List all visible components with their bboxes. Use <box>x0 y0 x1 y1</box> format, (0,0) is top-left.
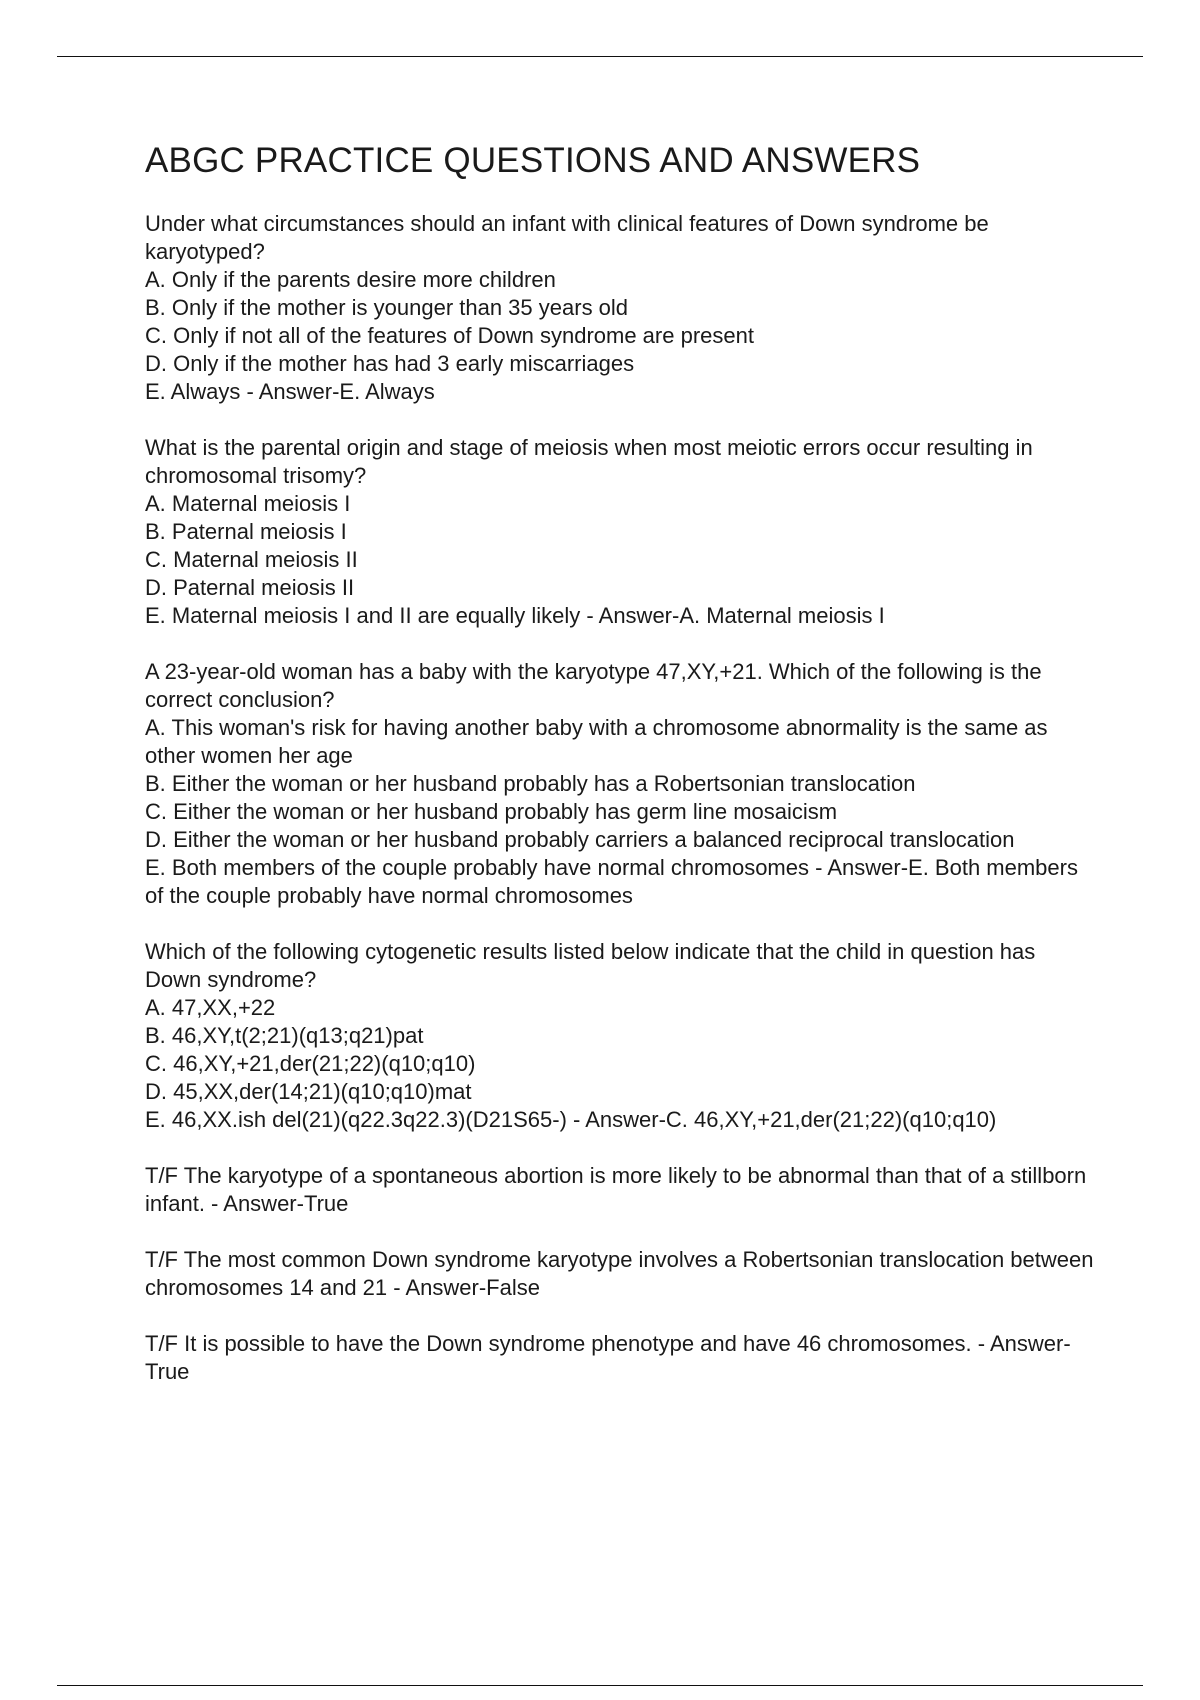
answer-option: A. Maternal meiosis I <box>145 491 351 516</box>
page-title: ABGC PRACTICE QUESTIONS AND ANSWERS <box>145 141 921 180</box>
answer-option: A. This woman's risk for having another baby with a chromosome abnormality is the same as other women her age <box>145 715 1048 768</box>
question-block-7 <box>145 1330 1095 1386</box>
answer-option: C. Only if not all of the features of Down syndrome are present <box>145 323 754 348</box>
answer-option: E. Maternal meiosis I and II are equally likely - Answer-A. Maternal meiosis I <box>145 603 885 628</box>
question-text: Which of the following cytogenetic results listed below indicate that the child in question has Down syndrome? <box>145 939 1036 992</box>
question-block-3 <box>145 658 1095 910</box>
true-false-question: T/F It is possible to have the Down syndrome phenotype and have 46 chromosomes. - Answer-True <box>145 1331 1071 1384</box>
question-block-5 <box>145 1162 1095 1218</box>
question-block-2 <box>145 434 1095 630</box>
question-text: Under what circumstances should an infant with clinical features of Down syndrome be karyotyped? <box>145 211 989 264</box>
answer-option: B. Only if the mother is younger than 35 years old <box>145 295 629 320</box>
answer-option: C. 46,XY,+21,der(21;22)(q10;q10) <box>145 1051 476 1076</box>
answer-option: E. Always - Answer-E. Always <box>145 379 435 404</box>
answer-option: C. Either the woman or her husband probably has germ line mosaicism <box>145 799 838 824</box>
top-divider <box>57 56 1143 57</box>
answer-option: D. Either the woman or her husband probably carriers a balanced reciprocal translocation <box>145 827 1015 852</box>
answer-option: A. Only if the parents desire more children <box>145 267 556 292</box>
answer-option: C. Maternal meiosis II <box>145 547 358 572</box>
document-body <box>145 140 1095 1414</box>
answer-option: E. 46,XX.ish del(21)(q22.3q22.3)(D21S65-) - Answer-C. 46,XY,+21,der(21;22)(q10;q10) <box>145 1107 997 1132</box>
answer-option: D. Only if the mother has had 3 early miscarriages <box>145 351 635 376</box>
question-block-6 <box>145 1246 1095 1302</box>
bottom-divider <box>57 1685 1143 1686</box>
answer-option: B. Paternal meiosis I <box>145 519 347 544</box>
true-false-question: T/F The most common Down syndrome karyotype involves a Robertsonian translocation between chromosomes 14 and 21 - Answer-False <box>145 1247 1094 1300</box>
answer-option: D. 45,XX,der(14;21)(q10;q10)mat <box>145 1079 472 1104</box>
answer-option: B. Either the woman or her husband probably has a Robertsonian translocation <box>145 771 916 796</box>
answer-option: D. Paternal meiosis II <box>145 575 355 600</box>
answer-option: E. Both members of the couple probably have normal chromosomes - Answer-E. Both members of the couple probably have normal chromosomes <box>145 855 1078 908</box>
answer-option: A. 47,XX,+22 <box>145 995 276 1020</box>
true-false-question: T/F The karyotype of a spontaneous abortion is more likely to be abnormal than that of a stillborn infant. - Answer-True <box>145 1163 1087 1216</box>
question-block-4 <box>145 938 1095 1134</box>
question-block-1 <box>145 210 1095 406</box>
answer-option: B. 46,XY,t(2;21)(q13;q21)pat <box>145 1023 424 1048</box>
question-text: A 23-year-old woman has a baby with the karyotype 47,XY,+21. Which of the following is the correct conclusion? <box>145 659 1042 712</box>
question-text: What is the parental origin and stage of meiosis when most meiotic errors occur resulting in chromosomal trisomy? <box>145 435 1033 488</box>
